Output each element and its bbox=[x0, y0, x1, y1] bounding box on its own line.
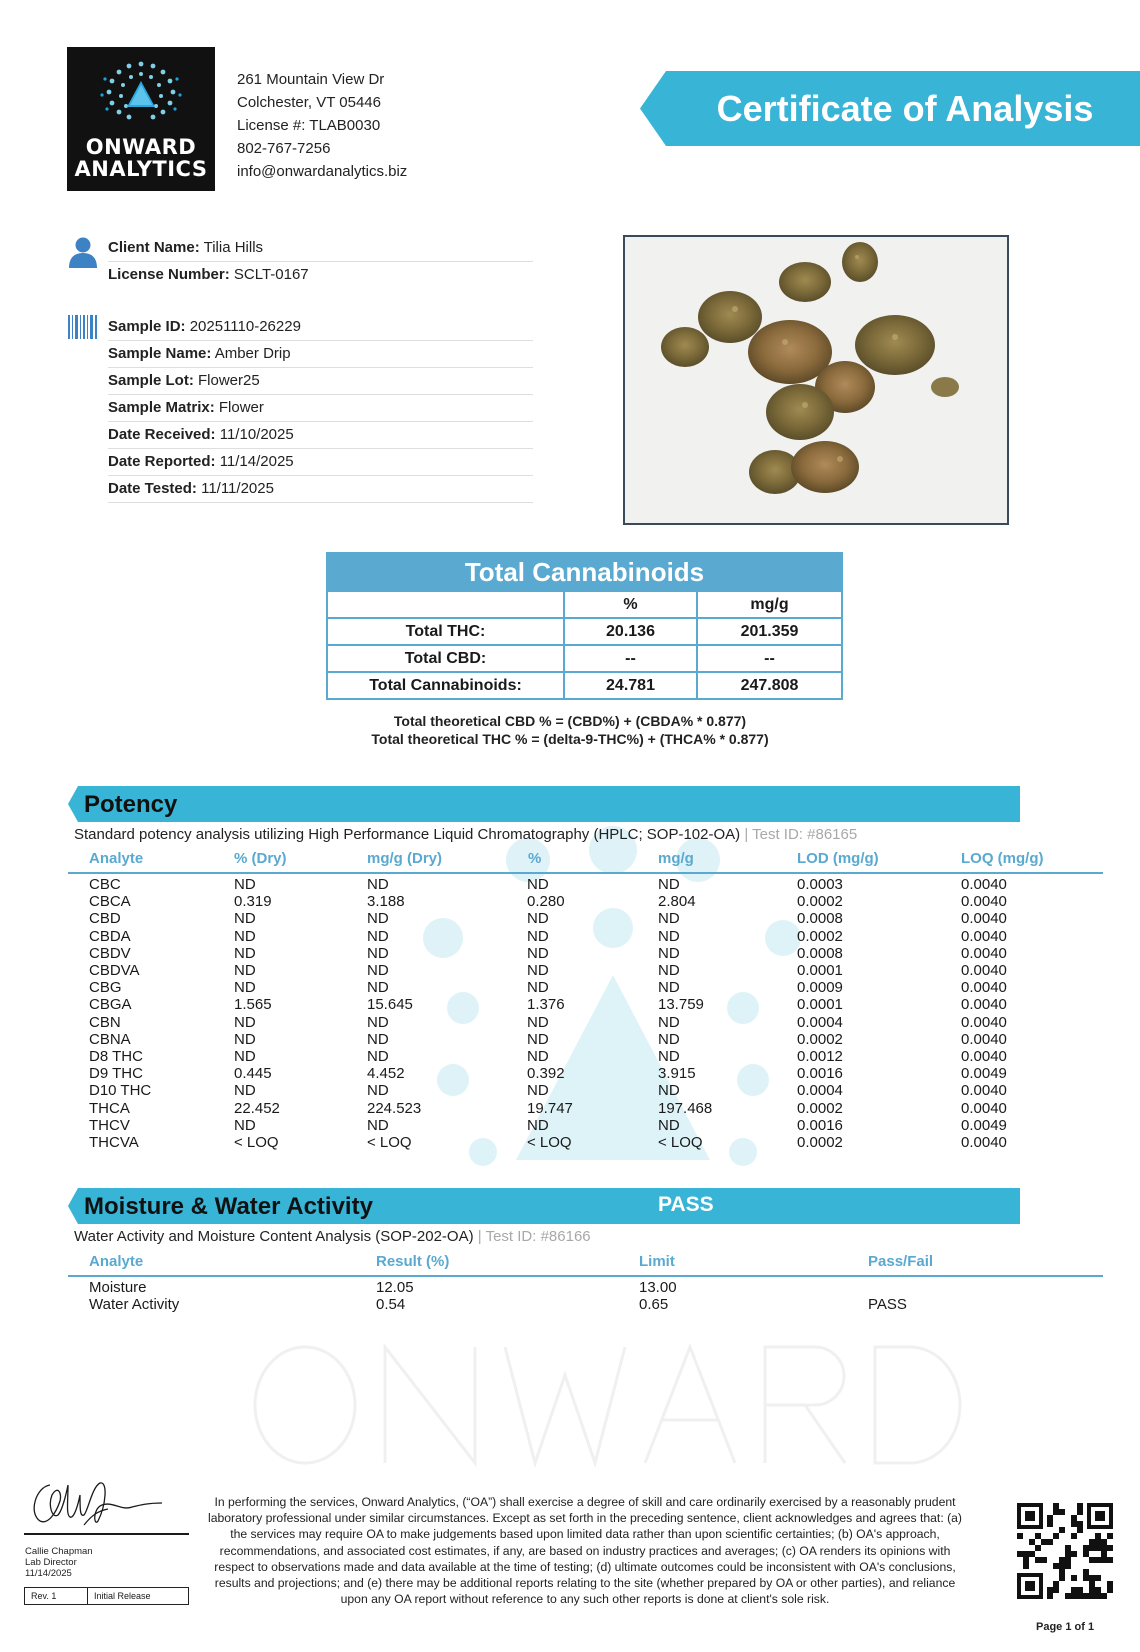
moisture-cell-limit: 13.00 bbox=[639, 1279, 677, 1296]
table-row bbox=[68, 1065, 1103, 1082]
client-name-row bbox=[108, 235, 533, 262]
potency-cell-loq: 0.0040 bbox=[961, 1013, 1007, 1031]
total-cannabinoids-mg: 247.808 bbox=[740, 677, 799, 694]
moisture-header-limit: Limit bbox=[639, 1253, 675, 1270]
revision-box bbox=[24, 1587, 189, 1605]
potency-cell-loq: 0.0040 bbox=[961, 1099, 1007, 1117]
sample-matrix-row bbox=[108, 395, 533, 422]
logo-text-line1: ONWARD bbox=[85, 135, 197, 159]
table-row bbox=[68, 979, 1103, 996]
potency-test-id: | Test ID: #86165 bbox=[740, 826, 858, 843]
person-icon bbox=[68, 236, 98, 268]
potency-cell-analyte: THCV bbox=[89, 1116, 130, 1134]
potency-cell-pct: ND bbox=[527, 944, 549, 962]
potency-method: Standard potency analysis utilizing High Performance Liquid Chromatography (HPLC; SOP-102-OA) bbox=[74, 826, 741, 843]
potency-cell-mg: ND bbox=[658, 876, 680, 893]
potency-cell-pct-dry: ND bbox=[234, 927, 256, 945]
potency-cell-loq: 0.0040 bbox=[961, 876, 1007, 893]
sample-name-value: Amber Drip bbox=[214, 345, 291, 362]
qr-code-icon[interactable] bbox=[1016, 1502, 1114, 1600]
potency-cell-pct-dry: ND bbox=[234, 910, 256, 928]
potency-cell-lod: 0.0002 bbox=[797, 1030, 843, 1048]
potency-cell-mg-dry: 3.188 bbox=[367, 893, 405, 911]
moisture-cell-analyte: Moisture bbox=[89, 1279, 147, 1296]
total-cannabinoids-row bbox=[328, 671, 841, 698]
potency-cell-mg: ND bbox=[658, 1082, 680, 1100]
potency-cell-lod: 0.0004 bbox=[797, 1082, 843, 1100]
potency-cell-pct: 0.280 bbox=[527, 893, 565, 911]
client-name-label: Client Name: bbox=[108, 239, 200, 256]
client-license-value: SCLT-0167 bbox=[233, 266, 309, 283]
potency-cell-mg-dry: ND bbox=[367, 910, 389, 928]
potency-table-header bbox=[68, 850, 1103, 872]
date-received-label: Date Received: bbox=[108, 426, 216, 443]
date-reported-value: 11/14/2025 bbox=[219, 453, 294, 470]
total-cannabinoids-title: Total Cannabinoids bbox=[328, 554, 841, 590]
moisture-status-badge: PASS bbox=[658, 1193, 714, 1216]
lab-license: License #: TLAB0030 bbox=[237, 117, 381, 134]
potency-cell-mg-dry: ND bbox=[367, 927, 389, 945]
potency-cell-loq: 0.0040 bbox=[961, 944, 1007, 962]
date-tested-value: 11/11/2025 bbox=[201, 480, 274, 497]
potency-cell-loq: 0.0040 bbox=[961, 1030, 1007, 1048]
moisture-method: Water Activity and Moisture Content Analysis (SOP-202-OA) bbox=[74, 1228, 474, 1245]
potency-cell-lod: 0.0003 bbox=[797, 876, 843, 893]
potency-cell-pct-dry: ND bbox=[234, 1013, 256, 1031]
sample-lot-label: Sample Lot: bbox=[108, 372, 194, 389]
moisture-cell-result: 12.05 bbox=[376, 1279, 414, 1296]
potency-cell-pct: < LOQ bbox=[527, 1134, 572, 1151]
potency-cell-mg: ND bbox=[658, 979, 680, 997]
potency-cell-pct-dry: 0.319 bbox=[234, 893, 272, 911]
potency-cell-loq: 0.0049 bbox=[961, 1116, 1007, 1134]
table-row bbox=[68, 1100, 1103, 1117]
moisture-table bbox=[68, 1253, 1103, 1317]
header-mg-per-g: mg/g bbox=[750, 596, 789, 613]
moisture-header-result: Result (%) bbox=[376, 1253, 450, 1270]
table-row bbox=[68, 1296, 1103, 1313]
potency-cell-loq: 0.0040 bbox=[961, 979, 1007, 997]
table-row bbox=[68, 945, 1103, 962]
potency-cell-mg: ND bbox=[658, 962, 680, 979]
moisture-cell-limit: 0.65 bbox=[639, 1296, 669, 1313]
potency-cell-lod: 0.0002 bbox=[797, 893, 843, 911]
moisture-header-analyte: Analyte bbox=[89, 1253, 144, 1270]
potency-cell-analyte: D8 THC bbox=[89, 1048, 143, 1065]
table-row bbox=[68, 996, 1103, 1013]
signer-name: Callie Chapman bbox=[25, 1546, 93, 1557]
total-cbd-label: Total CBD: bbox=[328, 646, 565, 671]
table-row bbox=[68, 1279, 1103, 1296]
potency-header-mg-dry: mg/g (Dry) bbox=[367, 850, 442, 867]
potency-cell-mg: 3.915 bbox=[658, 1065, 696, 1083]
potency-cell-mg-dry: 15.645 bbox=[367, 996, 413, 1014]
potency-cell-analyte: CBGA bbox=[89, 996, 132, 1014]
moisture-table-body bbox=[68, 1277, 1103, 1317]
table-row bbox=[68, 1048, 1103, 1065]
potency-cell-pct: ND bbox=[527, 927, 549, 945]
potency-cell-mg-dry: 4.452 bbox=[367, 1065, 405, 1083]
potency-cell-pct: ND bbox=[527, 1048, 549, 1065]
potency-cell-pct-dry: ND bbox=[234, 1116, 256, 1134]
potency-header-mg: mg/g bbox=[658, 850, 694, 867]
potency-cell-lod: 0.0002 bbox=[797, 1099, 843, 1117]
client-name-value: Tilia Hills bbox=[203, 239, 264, 256]
table-row bbox=[68, 962, 1103, 979]
potency-cell-mg: ND bbox=[658, 1048, 680, 1065]
header-blank-cell bbox=[328, 592, 565, 617]
moisture-banner bbox=[68, 1188, 1020, 1224]
moisture-description bbox=[74, 1228, 591, 1245]
table-row bbox=[68, 1031, 1103, 1048]
sample-lot-value: Flower25 bbox=[198, 372, 260, 389]
potency-cell-pct: ND bbox=[527, 910, 549, 928]
table-row bbox=[68, 928, 1103, 945]
table-row bbox=[68, 893, 1103, 910]
total-cannabinoids-table bbox=[326, 552, 843, 700]
potency-cell-pct-dry: 0.445 bbox=[234, 1065, 272, 1083]
table-row bbox=[68, 1014, 1103, 1031]
formula-cbd: Total theoretical CBD % = (CBD%) + (CBDA% * 0.877) bbox=[393, 713, 747, 729]
moisture-title: Moisture & Water Activity bbox=[84, 1193, 373, 1220]
potency-cell-lod: 0.0002 bbox=[797, 927, 843, 945]
lab-email: info@onwardanalytics.biz bbox=[237, 163, 408, 180]
potency-cell-mg: 13.759 bbox=[658, 996, 704, 1014]
potency-cell-mg-dry: ND bbox=[367, 1013, 389, 1031]
potency-cell-loq: 0.0040 bbox=[961, 1082, 1007, 1100]
document-title: Certificate of Analysis bbox=[716, 88, 1094, 129]
revision-note: Initial Release bbox=[94, 1591, 151, 1601]
potency-cell-pct: ND bbox=[527, 1030, 549, 1048]
total-cbd-mg: -- bbox=[764, 650, 775, 667]
total-cannabinoids-label: Total Cannabinoids: bbox=[328, 673, 565, 698]
potency-cell-pct-dry: 1.565 bbox=[234, 996, 272, 1014]
potency-header-pct-dry: % (Dry) bbox=[234, 850, 287, 867]
potency-cell-pct: ND bbox=[527, 979, 549, 997]
potency-cell-loq: 0.0040 bbox=[961, 910, 1007, 928]
formula-thc: Total theoretical THC % = (delta-9-THC%) + (THCA% * 0.877) bbox=[371, 731, 769, 747]
table-row bbox=[68, 910, 1103, 927]
potency-cell-pct-dry: ND bbox=[234, 962, 256, 979]
potency-description bbox=[74, 826, 857, 843]
potency-cell-mg-dry: ND bbox=[367, 1048, 389, 1065]
potency-cell-mg-dry: ND bbox=[367, 979, 389, 997]
sample-info bbox=[108, 314, 533, 503]
potency-cell-mg-dry: ND bbox=[367, 876, 389, 893]
potency-cell-pct-dry: ND bbox=[234, 1030, 256, 1048]
table-row bbox=[68, 876, 1103, 893]
date-received-value: 11/10/2025 bbox=[219, 426, 294, 443]
potency-cell-lod: 0.0016 bbox=[797, 1065, 843, 1083]
company-logo bbox=[67, 47, 215, 191]
moisture-test-id: | Test ID: #86166 bbox=[473, 1228, 591, 1245]
potency-cell-mg-dry: ND bbox=[367, 1082, 389, 1100]
potency-cell-loq: 0.0040 bbox=[961, 893, 1007, 911]
potency-cell-mg-dry: 224.523 bbox=[367, 1099, 422, 1117]
potency-header-loq: LOQ (mg/g) bbox=[961, 850, 1044, 867]
potency-cell-lod: 0.0001 bbox=[797, 962, 843, 979]
potency-cell-analyte: CBNA bbox=[89, 1030, 131, 1048]
header-percent: % bbox=[565, 592, 698, 617]
potency-cell-mg-dry: ND bbox=[367, 962, 389, 979]
potency-cell-loq: 0.0040 bbox=[961, 996, 1007, 1014]
potency-cell-mg-dry: ND bbox=[367, 1030, 389, 1048]
signer-title: Lab Director bbox=[25, 1557, 77, 1568]
signer-date: 11/14/2025 bbox=[25, 1568, 72, 1579]
sample-lot-row bbox=[108, 368, 533, 395]
potency-cell-mg-dry: ND bbox=[367, 944, 389, 962]
potency-cell-pct-dry: ND bbox=[234, 944, 256, 962]
signature-image bbox=[22, 1465, 182, 1533]
total-thc-row bbox=[328, 617, 841, 644]
potency-cell-loq: 0.0049 bbox=[961, 1065, 1007, 1083]
potency-header-lod: LOD (mg/g) bbox=[797, 850, 879, 867]
barcode-icon bbox=[68, 315, 98, 339]
potency-cell-pct-dry: ND bbox=[234, 876, 256, 893]
moisture-cell-analyte: Water Activity bbox=[89, 1296, 180, 1313]
potency-cell-pct-dry: ND bbox=[234, 979, 256, 997]
potency-cell-loq: 0.0040 bbox=[961, 962, 1007, 979]
potency-cell-lod: 0.0002 bbox=[797, 1134, 843, 1151]
signature-line bbox=[24, 1533, 189, 1535]
potency-cell-analyte: THCA bbox=[89, 1099, 130, 1117]
potency-cell-pct: ND bbox=[527, 1013, 549, 1031]
potency-cell-mg: ND bbox=[658, 910, 680, 928]
potency-cell-lod: 0.0008 bbox=[797, 910, 843, 928]
sample-photo bbox=[623, 235, 1009, 525]
potency-cell-mg: ND bbox=[658, 927, 680, 945]
date-tested-label: Date Tested: bbox=[108, 480, 197, 497]
date-tested-row bbox=[108, 476, 533, 503]
total-thc-mg: 201.359 bbox=[740, 623, 799, 640]
potency-cell-pct-dry: 22.452 bbox=[234, 1099, 280, 1117]
moisture-table-header bbox=[68, 1253, 1103, 1275]
lab-address-line2: Colchester, VT 05446 bbox=[237, 94, 381, 111]
potency-banner bbox=[68, 786, 1020, 822]
potency-header-pct: % bbox=[528, 850, 542, 867]
moisture-header-pass-fail: Pass/Fail bbox=[868, 1253, 934, 1270]
potency-cell-lod: 0.0001 bbox=[797, 996, 843, 1014]
total-cbd-row bbox=[328, 644, 841, 671]
lab-contact-info bbox=[237, 68, 407, 183]
client-license-label: License Number: bbox=[108, 266, 230, 283]
sample-name-label: Sample Name: bbox=[108, 345, 212, 362]
legal-disclaimer: In performing the services, Onward Analytics, (“OA”) shall exercise a degree of skill and care ordinarily exercised by a reasonably prudent laboratory professional under similar circumstances. Except as set forth in the preceding sentence, client acknowledges and agrees that: (a) the services may require OA to make judgements based upon limited data rather than upon scientific certainties; (b) OA's approach, recommendations, and associated cost estimates, if any, are based on industry practices and averages; (c) OA renders its opinions with respect to observations made and data available at the time of testing; (d) ultimate outcomes could be inconsistent with OA's conclusions, results and projections; and (e) there may be additional reports relating to the site (whether prepared by OA or other parties), and reliance upon any OA report without reference to any such other reports is done at client's sole risk. bbox=[208, 1495, 962, 1607]
potency-banner-shape bbox=[68, 786, 1020, 822]
potency-cell-pct: ND bbox=[527, 1116, 549, 1134]
total-thc-label: Total THC: bbox=[328, 619, 565, 644]
logo-text-line2: ANALYTICS bbox=[74, 157, 208, 181]
potency-cell-analyte: CBN bbox=[89, 1013, 121, 1031]
date-received-row bbox=[108, 422, 533, 449]
potency-cell-analyte: THCVA bbox=[89, 1134, 139, 1151]
sample-id-label: Sample ID: bbox=[108, 318, 186, 335]
sample-name-row bbox=[108, 341, 533, 368]
total-thc-percent: 20.136 bbox=[565, 619, 698, 644]
potency-cell-analyte: CBD bbox=[89, 910, 121, 928]
date-reported-label: Date Reported: bbox=[108, 453, 216, 470]
potency-cell-analyte: CBG bbox=[89, 979, 122, 997]
sample-id-value: 20251110-26229 bbox=[189, 318, 301, 335]
potency-cell-lod: 0.0004 bbox=[797, 1013, 843, 1031]
table-row bbox=[68, 1117, 1103, 1134]
potency-cell-pct: 0.392 bbox=[527, 1065, 565, 1083]
potency-cell-mg-dry: ND bbox=[367, 1116, 389, 1134]
potency-table-body bbox=[68, 874, 1103, 1151]
total-cannabinoids-header-row bbox=[328, 590, 841, 617]
potency-table bbox=[68, 850, 1103, 1151]
potency-cell-mg: ND bbox=[658, 1013, 680, 1031]
potency-cell-mg: 197.468 bbox=[658, 1099, 713, 1117]
potency-cell-analyte: CBC bbox=[89, 876, 121, 893]
potency-cell-analyte: D10 THC bbox=[89, 1082, 152, 1100]
sample-id-row bbox=[108, 314, 533, 341]
moisture-cell-result: 0.54 bbox=[376, 1296, 406, 1313]
potency-cell-loq: 0.0040 bbox=[961, 1048, 1007, 1065]
potency-cell-mg: ND bbox=[658, 1116, 680, 1134]
potency-cell-pct: ND bbox=[527, 876, 549, 893]
signer-info bbox=[25, 1546, 93, 1579]
client-license-row bbox=[108, 262, 533, 288]
potency-cell-analyte: CBCA bbox=[89, 893, 131, 911]
lab-phone: 802-767-7256 bbox=[237, 140, 331, 157]
potency-cell-mg: < LOQ bbox=[658, 1134, 703, 1151]
potency-cell-mg-dry: < LOQ bbox=[367, 1134, 412, 1151]
potency-cell-analyte: CBDVA bbox=[89, 962, 140, 979]
potency-cell-mg: ND bbox=[658, 1030, 680, 1048]
potency-cell-pct: ND bbox=[527, 1082, 549, 1100]
potency-cell-analyte: CBDV bbox=[89, 944, 131, 962]
potency-cell-loq: 0.0040 bbox=[961, 1134, 1007, 1151]
potency-cell-pct-dry: < LOQ bbox=[234, 1134, 279, 1151]
potency-cell-lod: 0.0008 bbox=[797, 944, 843, 962]
table-row bbox=[68, 1082, 1103, 1099]
potency-cell-lod: 0.0009 bbox=[797, 979, 843, 997]
potency-header-analyte: Analyte bbox=[89, 850, 144, 867]
potency-cell-pct-dry: ND bbox=[234, 1082, 256, 1100]
potency-cell-lod: 0.0016 bbox=[797, 1116, 843, 1134]
lab-address-line1: 261 Mountain View Dr bbox=[237, 71, 385, 88]
date-reported-row bbox=[108, 449, 533, 476]
potency-cell-analyte: CBDA bbox=[89, 927, 131, 945]
cannabis-flower-image bbox=[625, 237, 1007, 523]
potency-cell-loq: 0.0040 bbox=[961, 927, 1007, 945]
potency-cell-pct: 19.747 bbox=[527, 1099, 573, 1117]
potency-cell-mg: ND bbox=[658, 944, 680, 962]
potency-cell-pct-dry: ND bbox=[234, 1048, 256, 1065]
potency-cell-pct: ND bbox=[527, 962, 549, 979]
table-row bbox=[68, 1134, 1103, 1151]
potency-cell-lod: 0.0012 bbox=[797, 1048, 843, 1065]
client-info bbox=[108, 235, 533, 288]
document-title-banner bbox=[640, 71, 1140, 146]
potency-cell-analyte: D9 THC bbox=[89, 1065, 143, 1083]
sample-matrix-label: Sample Matrix: bbox=[108, 399, 215, 416]
page-number: Page 1 of 1 bbox=[1036, 1621, 1095, 1633]
revision-number: Rev. 1 bbox=[25, 1588, 88, 1604]
total-cannabinoids-percent: 24.781 bbox=[565, 673, 698, 698]
sample-matrix-value: Flower bbox=[218, 399, 264, 416]
potency-cell-pct: 1.376 bbox=[527, 996, 565, 1014]
potency-cell-mg: 2.804 bbox=[658, 893, 696, 911]
potency-title: Potency bbox=[84, 791, 178, 818]
total-cbd-percent: -- bbox=[565, 646, 698, 671]
moisture-cell-pass-fail: PASS bbox=[868, 1296, 907, 1313]
